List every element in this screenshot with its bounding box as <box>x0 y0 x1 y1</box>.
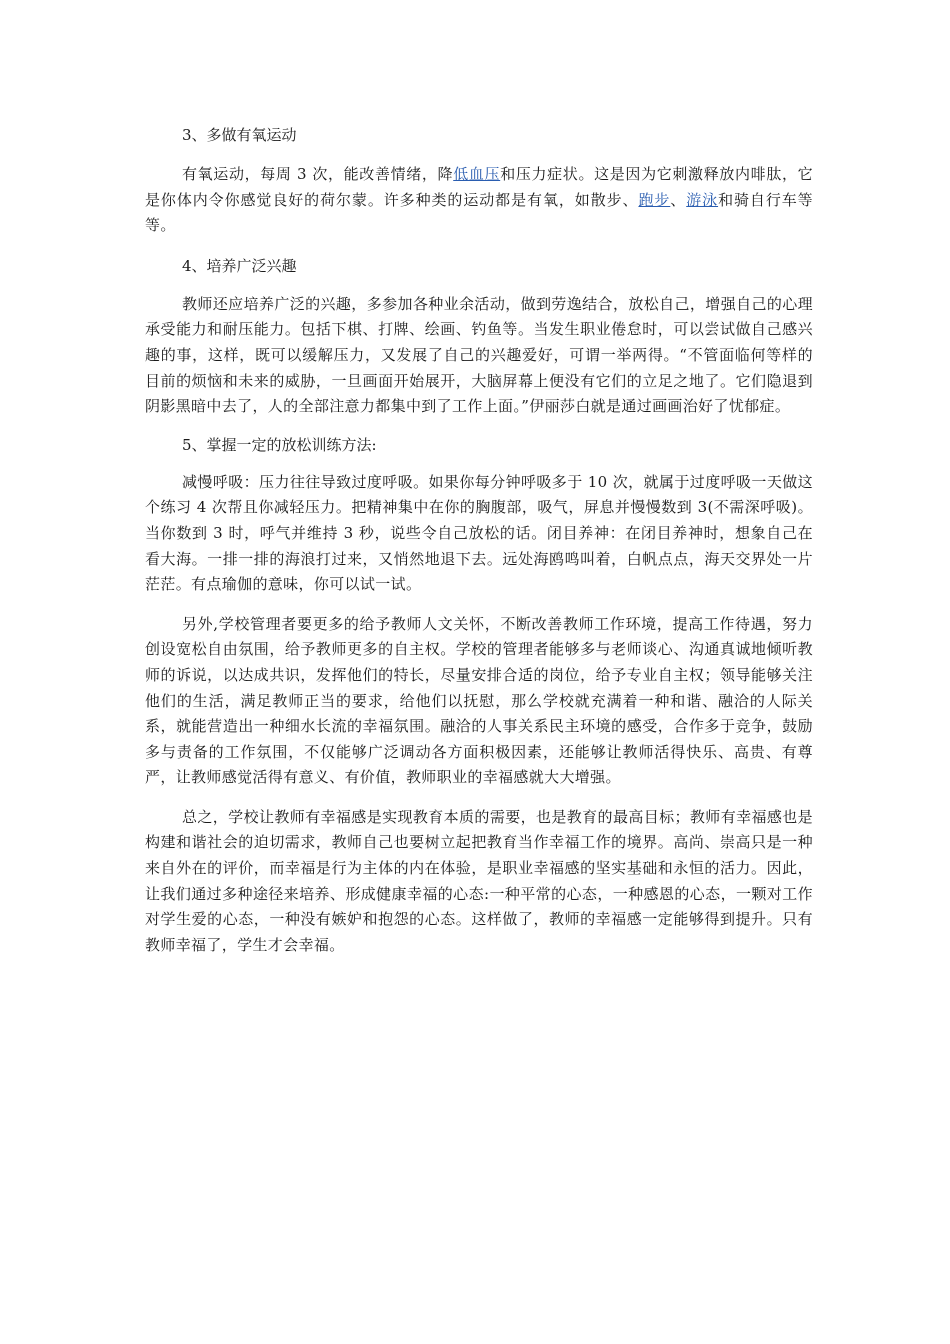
section-3-text-part2: 和压力症状。这是因为它刺激释放内啡肽，它是你体内令你感觉良好的荷尔蒙。许多种类的运动都是有氧，如散步、 <box>145 165 813 209</box>
section-5-title: 5、掌握一定的放松训练方法: <box>182 435 377 454</box>
management-paragraph: 另外,学校管理者要更多的给予教师人文关怀，不断改善教师工作环境，提高工作待遇，努力创设宽松自由氛围，给予教师更多的自主权。学校的管理者能够多与老师谈心、沟通真诚地倾听教师的诉说，以达成共识，发挥他们的特长，尽量安排合适的岗位，给予专业自主权；领导能够关注他们的生活，满足教师正当的要求，给他们以抚慰，那么学校就充满着一种和谐、融洽的人际关系，就能营造出一种细水长流的幸福氛围。融洽的人事关系民主环境的感受，合作多于竞争，鼓励多与责备的工作氛围，不仅能够广泛调动各方面积极因素，还能够让教师活得快乐、高贵、有尊严，让教师感觉活得有意义、有价值，教师职业的幸福感就大大增强。 <box>145 614 813 787</box>
section-3-body <box>145 162 813 239</box>
section-3-text-part3: 和骑自行车等等。 <box>145 190 814 235</box>
running-link[interactable]: 跑步 <box>638 190 671 209</box>
section-3-title: 3、多做有氧运动 <box>182 126 297 144</box>
section-4-body: 教师还应培养广泛的兴趣，多参加各种业余活动，做到劳逸结合，放松自己，增强自己的心理承受能力和耐压能力。包括下棋、打牌、绘画、钓鱼等。当发生职业倦怠时，可以尝试做自己感兴趣的事，这样，既可以缓解压力，又发展了自己的兴趣爱好，可谓一举两得。“不管面临何等样的目前的烦恼和未来的威胁，一旦画面开始展开，大脑屏幕上便没有它们的立足之地了。它们隐退到阴影黑暗中去了，人的全部注意力都集中到了工作上面。”伊丽莎白就是通过画画治好了忧郁症。 <box>145 294 813 416</box>
low-blood-pressure-link[interactable]: 低血压 <box>453 165 501 183</box>
document-page <box>145 122 813 958</box>
section-4-title: 4、培养广泛兴趣 <box>182 256 297 275</box>
conclusion-paragraph: 总之，学校让教师有幸福感是实现教育本质的需要，也是教育的最高目标；教师有幸福感也是构建和谐社会的迫切需求，教师自己也要树立起把教育当作幸福工作的境界。高尚、崇高只是一种来自外在的评价，而幸福是行为主体的内在体验，是职业幸福感的坚实基础和永恒的活力。因此，让我们通过多种途径来培养、形成健康幸福的心态:一种平常的心态，一种感恩的心态，一颗对工作对学生爱的心态，一种没有嫉妒和抱怨的心态。这样做了，教师的幸福感一定能够得到提升。只有教师幸福了，学生才会幸福。 <box>145 807 813 954</box>
section-3-separator: 、 <box>670 190 687 209</box>
section-5-body: 减慢呼吸：压力往往导致过度呼吸。如果你每分钟呼吸多于 10 次，就属于过度呼吸一天做这个练习 4 次帮且你减轻压力。把精神集中在你的胸腹部，吸气，屏息并慢慢数到 3(不需深呼吸)。当你数到 3 时，呼气并维持 3 秒，说些令自己放松的话。闭目养神：在闭目养神时，想象自己在看大海。一排一排的海浪打过来，又悄然地退下去。远处海鸥鸣叫着，白帆点点，海天交界处一片茫茫。有点瑜伽的意味，你可以试一试。 <box>145 472 813 594</box>
section-3-text-part1: 有氧运动，每周 3 次，能改善情绪，降 <box>182 165 454 183</box>
swimming-link[interactable]: 游泳 <box>686 190 719 209</box>
